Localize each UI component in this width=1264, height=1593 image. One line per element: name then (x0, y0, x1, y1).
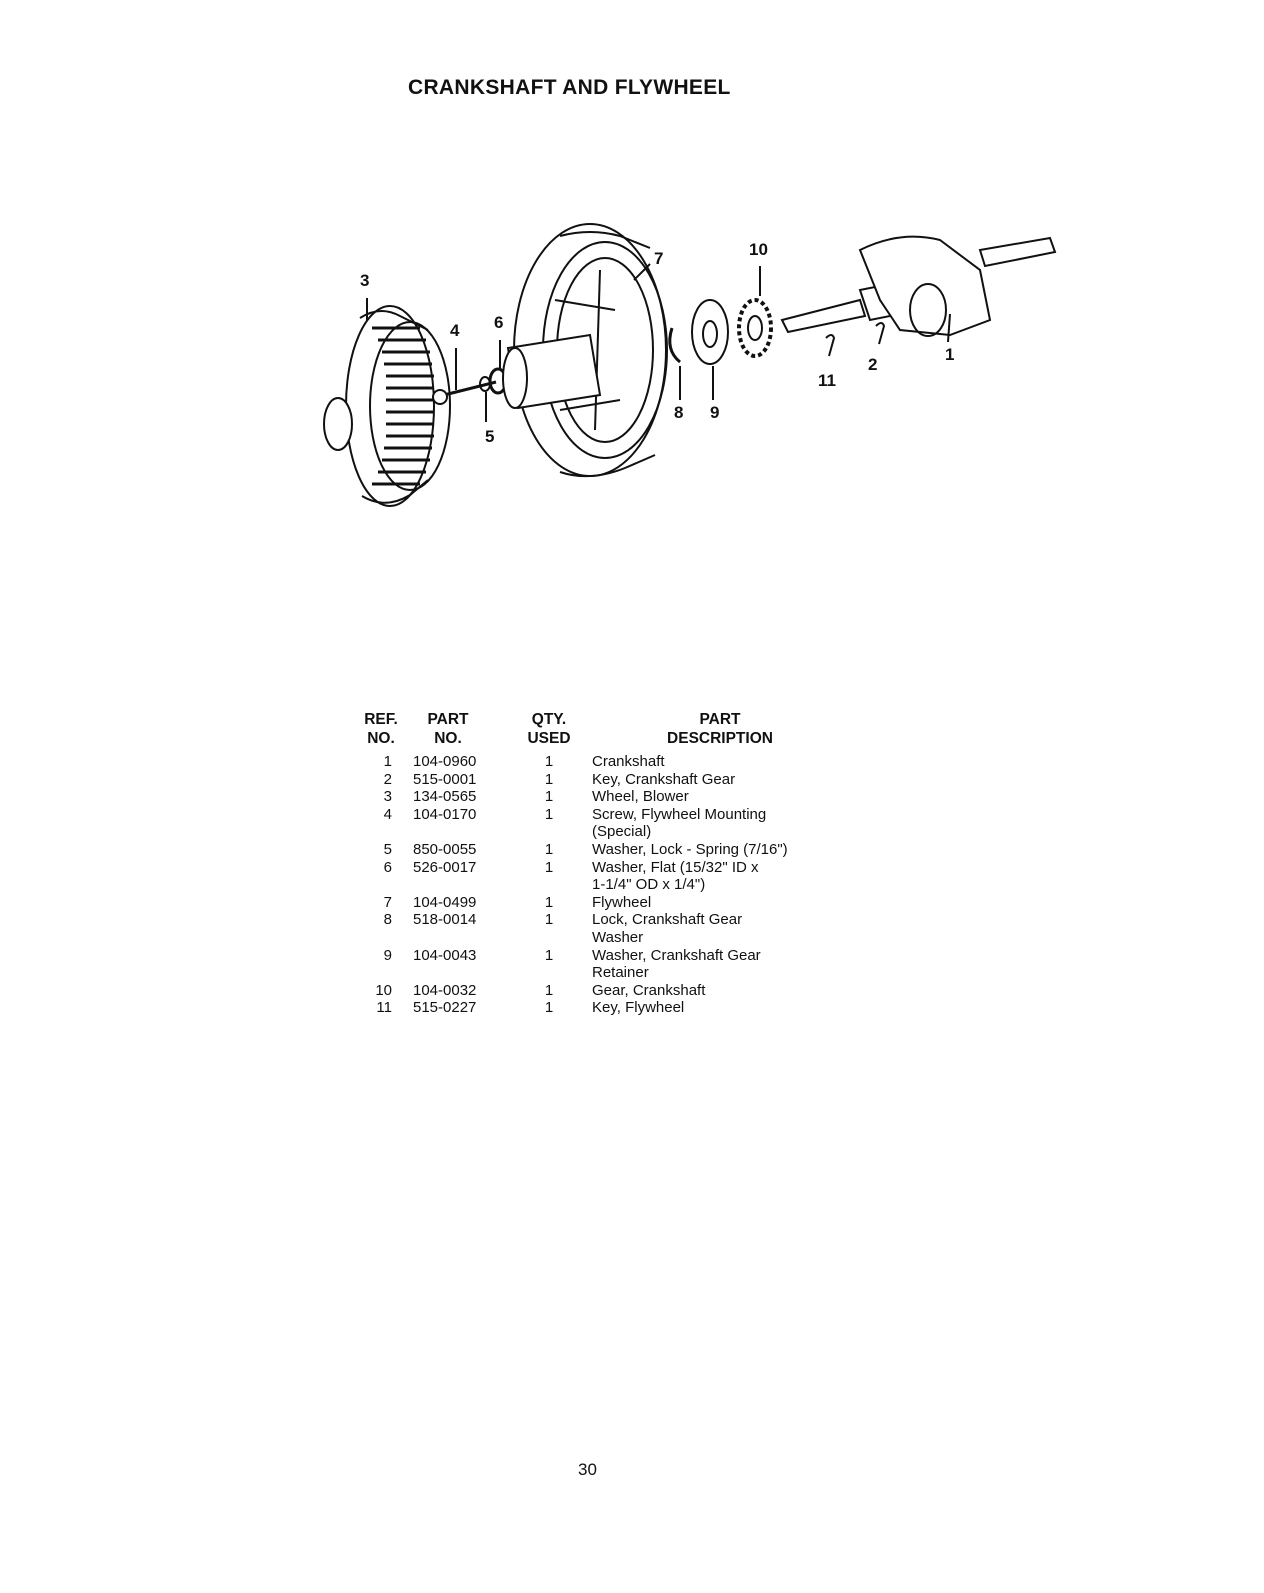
header-description: PART DESCRIPTION (667, 711, 773, 747)
ref-no: 7 (383, 893, 392, 911)
part-no: 850-0055 (413, 840, 477, 858)
callout-10: 10 (749, 240, 768, 259)
part-no: 104-0960 (413, 753, 477, 770)
table-row (350, 894, 850, 912)
callout-3: 3 (360, 271, 370, 290)
part-description: Flywheel (592, 893, 652, 911)
qty-used: 1 (544, 753, 554, 770)
table-row (350, 753, 850, 771)
callout-5: 5 (485, 427, 495, 446)
part-no: 104-0170 (413, 805, 477, 823)
header-part-no: PART NO. (427, 711, 469, 747)
part-description: Washer, Lock - Spring (7/16") (592, 840, 788, 858)
qty-used: 1 (544, 981, 554, 999)
table-row (350, 911, 850, 946)
part-description: Key, Crankshaft Gear (592, 770, 736, 788)
qty-used: 1 (544, 999, 554, 1017)
table-row (350, 947, 850, 982)
part-description: Wheel, Blower (592, 788, 689, 806)
ref-no: 10 (375, 981, 392, 999)
qty-used: 1 (544, 893, 554, 911)
ref-no: 4 (383, 805, 392, 823)
table-row (350, 806, 850, 841)
header-ref-no: REF. NO. (364, 711, 398, 747)
retainer-washer-drawing (692, 300, 728, 364)
ref-no: 11 (376, 999, 392, 1017)
part-description: Crankshaft (592, 753, 665, 770)
table-row (350, 788, 850, 806)
part-no: 515-0001 (413, 770, 477, 788)
qty-used: 1 (544, 770, 554, 788)
ref-no: 1 (383, 753, 392, 770)
qty-used: 1 (544, 788, 554, 806)
part-description: Washer, Crankshaft Gear Retainer (592, 946, 761, 982)
part-description: Screw, Flywheel Mounting (Special) (592, 805, 767, 841)
table-row (350, 841, 850, 859)
ref-no: 2 (383, 770, 392, 788)
ref-no: 5 (383, 840, 392, 858)
blower-wheel-drawing (324, 306, 450, 506)
ref-no: 3 (383, 788, 392, 806)
ref-no: 8 (383, 911, 392, 929)
part-no: 104-0043 (413, 946, 477, 964)
part-description: Washer, Flat (15/32" ID x 1-1/4" OD x 1/4") (592, 858, 759, 894)
part-description: Lock, Crankshaft Gear Washer (592, 911, 743, 946)
crankshaft-gear-key-drawing (876, 323, 884, 344)
part-no: 515-0227 (413, 999, 477, 1017)
ref-no: 9 (383, 946, 392, 964)
table-row (350, 771, 850, 789)
page-title: CRANKSHAFT AND FLYWHEEL (408, 76, 731, 99)
callout-4: 4 (450, 321, 460, 340)
ref-no: 6 (383, 858, 392, 876)
flywheel-key-drawing (826, 335, 834, 356)
callout-11: 11 (818, 371, 836, 390)
exploded-parts-diagram (260, 210, 1080, 530)
part-description: Key, Flywheel (592, 999, 685, 1017)
part-no: 134-0565 (413, 788, 477, 806)
header-qty-used: QTY. USED (527, 711, 571, 747)
callout-7: 7 (654, 249, 664, 268)
part-description: Gear, Crankshaft (592, 981, 706, 999)
qty-used: 1 (544, 840, 554, 858)
gear-washer-lock-drawing (670, 328, 680, 362)
part-no: 104-0499 (413, 893, 477, 911)
qty-used: 1 (544, 858, 554, 876)
callout-8: 8 (674, 403, 684, 422)
parts-rows (350, 753, 850, 1017)
callout-9: 9 (710, 403, 720, 422)
table-row (350, 859, 850, 894)
crankshaft-drawing (782, 237, 1055, 336)
part-no: 518-0014 (413, 911, 477, 929)
part-no: 104-0032 (413, 981, 477, 999)
callout-6: 6 (494, 313, 504, 332)
qty-used: 1 (544, 911, 554, 929)
part-no: 526-0017 (413, 858, 477, 876)
page-number: 30 (578, 1460, 597, 1479)
qty-used: 1 (544, 805, 554, 823)
callout-1: 1 (945, 345, 955, 364)
flywheel-drawing (503, 224, 667, 476)
crankshaft-gear-drawing (739, 300, 771, 356)
table-row (350, 982, 850, 1000)
callout-2: 2 (868, 355, 878, 374)
table-row (350, 999, 850, 1017)
qty-used: 1 (544, 946, 554, 964)
